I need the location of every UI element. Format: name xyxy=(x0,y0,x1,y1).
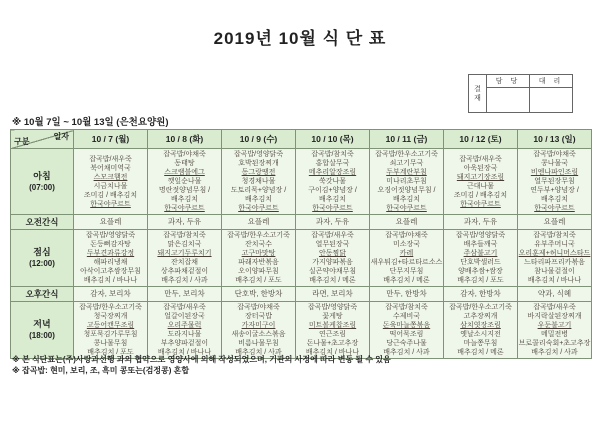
meal-cell xyxy=(518,215,592,230)
menu-item: 배추김치 xyxy=(392,196,421,203)
meal-cell xyxy=(296,215,370,230)
menu-item: 옛날소시지전 xyxy=(460,331,501,338)
menu-item: 메밀전병 xyxy=(540,331,569,338)
menu-item: 과자, 두유 xyxy=(315,217,350,226)
menu-item: 잡곡밥/참치죽 xyxy=(311,151,354,158)
meal-cell xyxy=(296,230,370,287)
meal-cell xyxy=(444,149,518,215)
menu-item: 북어채미역국 xyxy=(90,164,131,172)
menu-item: 요플레 xyxy=(395,217,418,226)
menu-item: 배추김치 / 사과 xyxy=(383,349,430,356)
menu-item: 배추김치 / 메론 xyxy=(457,349,504,356)
meal-cell xyxy=(222,149,296,215)
meal-cell xyxy=(370,215,444,230)
menu-item: 배추김치 / 바나나 xyxy=(527,277,582,284)
menu-item: 배추김치 / 포도 xyxy=(235,277,282,284)
menu-item: 잡곡밥/야채죽 xyxy=(385,232,428,239)
menu-item: 브로콜리숙회+초고추장 xyxy=(518,340,591,347)
menu-item: 감자, 보리차 xyxy=(90,289,131,298)
menu-item: 가지양파볶음 xyxy=(312,259,353,266)
menu-item: 고추장찌개 xyxy=(463,313,498,320)
menu-item: 배추김치 / 포도 xyxy=(87,349,134,356)
approval-col-damdang: 담 당 xyxy=(487,75,530,88)
meal-row-header: 오후간식 xyxy=(11,287,74,302)
menu-item: 한국야쿠르트 xyxy=(460,200,501,208)
menu-item: 상추파채겉절이 xyxy=(160,268,209,275)
menu-item: 잡곡밥/참치죽 xyxy=(533,232,576,239)
menu-item: 도라지나물 xyxy=(167,331,202,338)
menu-item: 라면, 보리차 xyxy=(312,289,353,298)
meal-row-header: 점심 (12:00) xyxy=(11,230,74,287)
menu-item: 잡곡밥/새우죽 xyxy=(311,232,354,239)
menu-item: 오리주물럭 xyxy=(167,322,202,329)
menu-item: 과자, 두유 xyxy=(167,217,202,226)
meal-cell xyxy=(222,287,296,302)
menu-item: 깻잎순나물 xyxy=(167,178,202,185)
menu-item: 잡곡밥/새우죽 xyxy=(163,304,206,311)
menu-item: 맑은김치국 xyxy=(167,241,202,248)
menu-item: 당근숙주나물 xyxy=(386,340,427,347)
menu-item: 스크램블에그 xyxy=(164,169,205,176)
meal-cell xyxy=(148,215,222,230)
menu-item: 잡곡밥/영양닭죽 xyxy=(307,304,358,311)
menu-item: 배추김치 xyxy=(170,196,199,203)
meal-cell xyxy=(296,287,370,302)
menu-item: 느타리파프리카볶음 xyxy=(524,259,585,266)
menu-item: 잡곡밥/한우소고기죽 xyxy=(227,232,290,239)
menu-item: 배추김치 xyxy=(318,196,347,203)
menu-item: 홍합살무국 xyxy=(315,160,350,167)
menu-item: 유부주머니국 xyxy=(534,241,575,248)
meal-cell xyxy=(444,287,518,302)
day-header: 10 / 8 (화) xyxy=(148,130,222,149)
menu-item: 삼치엿장조림 xyxy=(460,322,501,329)
menu-item: 만두, 보리차 xyxy=(164,289,205,298)
menu-item: 해파리냉채 xyxy=(93,259,128,266)
menu-item: 아삭이고추쌈장무침 xyxy=(80,268,141,275)
meal-cell xyxy=(222,302,296,359)
menu-item: 조미김 / 배추김치 xyxy=(83,191,138,199)
menu-item: 쇠고기무국 xyxy=(389,160,424,167)
menu-item: 두부계란부침 xyxy=(386,169,427,176)
meal-row-header: 오전간식 xyxy=(11,215,74,230)
menu-item: 미나리초무침 xyxy=(386,178,427,185)
menu-item: 한국야쿠르트 xyxy=(534,205,575,212)
menu-item: 호박된장찌개 xyxy=(238,160,279,167)
menu-item: 아욱된장국 xyxy=(463,164,498,172)
meal-cell xyxy=(296,149,370,215)
meal-cell xyxy=(518,149,592,215)
menu-item: 연두부+양념장 / xyxy=(530,187,579,194)
page-title: 2019년 10월 식 단 표 xyxy=(213,29,387,48)
menu-item: 배추김치 / 사과 xyxy=(235,349,282,356)
meal-cell xyxy=(74,149,148,215)
approval-signature-cell xyxy=(487,88,530,113)
menu-item: 요플레 xyxy=(543,217,566,226)
menu-item: 만두, 한방차 xyxy=(386,289,427,298)
menu-item: 마늘쫑무침 xyxy=(463,340,498,347)
menu-item: 잡곡밥/새우죽 xyxy=(89,155,132,163)
menu-item: 쑥갓나물 xyxy=(318,178,347,185)
meal-cell xyxy=(74,230,148,287)
menu-item: 돈육마늘쫑볶음 xyxy=(382,322,431,329)
meal-cell xyxy=(444,230,518,287)
menu-item: 조미김 / 배추김치 xyxy=(453,191,508,199)
menu-item: 한국야쿠르트 xyxy=(312,205,353,212)
menu-item: 콩나물무침 xyxy=(93,340,128,347)
menu-item: 부추양파겉절이 xyxy=(160,340,209,347)
menu-item: 배추들깨국 xyxy=(463,241,498,248)
menu-item: 배추김치 / 포도 xyxy=(457,277,504,284)
menu-item: 열무된장국 xyxy=(315,241,350,248)
menu-item: 명란젓양념무침 / xyxy=(158,187,211,194)
menu-item: 꽃게탕 xyxy=(322,313,343,320)
menu-item: 잡곡밥/영양닭죽 xyxy=(85,232,136,239)
menu-item: 돈나물+초고추장 xyxy=(306,340,359,347)
menu-item: 감자, 한방차 xyxy=(460,289,501,298)
approval-stamp-label: 결재 xyxy=(469,75,487,113)
menu-item: 비름나물무침 xyxy=(238,340,279,347)
menu-item: 미트볼케찹조림 xyxy=(308,322,357,329)
menu-item: 우둔불고기 xyxy=(537,322,572,329)
meal-cell xyxy=(148,302,222,359)
menu-item: 과자, 두유 xyxy=(463,217,498,226)
meal-cell xyxy=(444,215,518,230)
day-header: 10 / 9 (수) xyxy=(222,130,296,149)
meal-cell xyxy=(370,287,444,302)
meal-cell xyxy=(518,302,592,359)
menu-item: 청국장찌개 xyxy=(93,313,128,320)
menu-item: 청경채나물 xyxy=(241,178,276,185)
meal-cell xyxy=(148,149,222,215)
menu-item: 요플레 xyxy=(99,217,122,226)
meal-cell xyxy=(370,230,444,287)
menu-item: 연근조림 xyxy=(318,331,347,338)
approval-box xyxy=(468,74,573,113)
day-header: 10 / 7 (월) xyxy=(74,130,148,149)
corner-cell xyxy=(11,130,74,149)
menu-item: 잡곡밥/영양닭죽 xyxy=(233,151,284,158)
menu-item: 메추리알장조림 xyxy=(308,169,357,176)
meal-cell xyxy=(222,215,296,230)
day-header: 10 / 10 (목) xyxy=(296,130,370,149)
menu-item: 콩나물국 xyxy=(540,160,569,167)
menu-item: 장터국밥 xyxy=(244,313,273,320)
menu-item: 새송이굴소스볶음 xyxy=(231,331,286,338)
meal-cell xyxy=(296,302,370,359)
menu-item: 잡곡밥/야채죽 xyxy=(533,151,576,158)
menu-item: 동태탕 xyxy=(174,160,195,167)
menu-item: 약과, 식혜 xyxy=(537,289,572,298)
menu-item: 잡곡밥/야채죽 xyxy=(237,304,280,311)
menu-item: 수제비국 xyxy=(392,313,421,320)
menu-item: 얼갈이된장국 xyxy=(164,313,205,320)
menu-item: 참나물겉절이 xyxy=(534,268,575,275)
menu-item: 잡곡밥/야채죽 xyxy=(163,151,206,158)
menu-item: 근대나물 xyxy=(466,182,495,190)
menu-item: 잡곡밥/영양닭죽 xyxy=(455,232,506,239)
meal-cell xyxy=(518,230,592,287)
menu-item: 잡곡밥/한우소고기죽 xyxy=(375,151,438,158)
menu-item: 돼지고기두루치기 xyxy=(157,250,212,257)
corner-top-label: 일자 xyxy=(53,132,69,141)
menu-item: 청포묵김가루무침 xyxy=(83,331,138,338)
menu-item: 배추김치 / 메론 xyxy=(309,277,356,284)
menu-item: 단호박, 한방차 xyxy=(234,289,283,298)
approval-col-daeri: 대 리 xyxy=(530,75,573,88)
menu-item: 시금치나물 xyxy=(93,182,128,190)
meal-cell xyxy=(148,230,222,287)
menu-item: 고구마맛탕 xyxy=(241,250,276,257)
menu-item: 안동찜닭 xyxy=(318,250,347,257)
day-header: 10 / 12 (토) xyxy=(444,130,518,149)
footer-note: ※ 잡곡밥: 현미, 보리, 조, 흑미 콩또는(검정콩) 혼합 xyxy=(12,365,190,375)
meal-row-header: 아침 (07:00) xyxy=(11,149,74,215)
menu-item: 열무된장무침 xyxy=(534,178,575,185)
menu-item: 잡곡밥/한우소고기죽 xyxy=(79,304,142,311)
meal-cell xyxy=(444,302,518,359)
meal-row-header: 저녁 (18:00) xyxy=(11,302,74,359)
menu-item: 오이양파무침 xyxy=(238,268,279,275)
menu-item: 한국야쿠르트 xyxy=(90,200,131,208)
menu-item: 배추김치 / 사과 xyxy=(531,349,578,356)
meal-table xyxy=(10,129,592,359)
menu-item: 잡곡밥/새우죽 xyxy=(459,155,502,163)
footer-notes xyxy=(12,355,391,376)
menu-item: 돈등뼈감자탕 xyxy=(90,241,131,248)
menu-item: 돼지고기장조림 xyxy=(456,173,505,181)
menu-item: 배추김치 xyxy=(540,196,569,203)
menu-item: 파래자반볶음 xyxy=(238,259,279,266)
meal-cell xyxy=(370,149,444,215)
menu-item: 잡곡밥/한우소고기죽 xyxy=(449,304,512,311)
menu-item: 배추김치 / 바나나 xyxy=(83,277,138,284)
menu-item: 잔치국수 xyxy=(244,241,273,248)
week-range-label: ※ 10월 7일 ~ 10월 13일 (은천요양원) xyxy=(12,117,169,128)
menu-item: 잡곡밥/참치죽 xyxy=(385,304,428,311)
menu-item: 카레 xyxy=(399,250,414,257)
menu-item: 바지락살된장찌개 xyxy=(527,313,582,320)
menu-item: 동그랑땡전 xyxy=(241,169,276,176)
menu-item: 양배추쌈+쌈장 xyxy=(458,268,503,275)
menu-item: 잔치잡채 xyxy=(170,259,199,266)
day-header: 10 / 11 (금) xyxy=(370,130,444,149)
menu-item: 두부견과류강정 xyxy=(86,250,135,257)
menu-item: 가자미구이 xyxy=(241,322,276,329)
menu-item: 구이김+양념장 / xyxy=(308,187,357,194)
menu-item: 실곤약야채무침 xyxy=(308,268,357,275)
menu-item: 단호박샐러드 xyxy=(460,259,501,266)
menu-item: 오징어젓양념무침 / xyxy=(377,187,436,194)
menu-item: 도토리묵+양념장 / xyxy=(230,187,287,194)
menu-item: 배추김치 / 바나나 xyxy=(305,349,360,356)
menu-item: 잡곡밥/참치죽 xyxy=(163,232,206,239)
meal-cell xyxy=(222,230,296,287)
menu-item: 배추김치 / 메론 xyxy=(383,277,430,284)
menu-item: 주삼불고기 xyxy=(463,250,498,257)
meal-cell xyxy=(370,302,444,359)
footer-note: ※ 본 식단표는(주)사랑과선행 과의 협약으로 영양사에 의해 작성되었으며, 기관의 사정에 따라 변동 될 수 있음 xyxy=(12,355,391,364)
menu-item: 미소장국 xyxy=(392,241,421,248)
meal-cell xyxy=(74,287,148,302)
menu-item: 비엔나파인조림 xyxy=(530,169,579,176)
approval-signature-cell xyxy=(530,88,573,113)
menu-item: 배추김치 / 바나나 xyxy=(157,349,212,356)
day-header: 10 / 13 (일) xyxy=(518,130,592,149)
menu-item: 배추김치 xyxy=(244,196,273,203)
menu-item: 배추김치 / 사과 xyxy=(161,277,208,284)
menu-item: 한국야쿠르트 xyxy=(238,205,279,212)
meal-cell xyxy=(148,287,222,302)
menu-item: 잡곡밥/새우죽 xyxy=(533,304,576,311)
menu-item: 스모크햄전 xyxy=(93,173,128,181)
menu-item: 한국야쿠르트 xyxy=(164,205,205,212)
meal-cell xyxy=(74,215,148,230)
meal-cell xyxy=(518,287,592,302)
menu-item: 고등어캔무조림 xyxy=(86,322,135,329)
menu-item: 단무지무침 xyxy=(389,268,424,275)
meal-cell xyxy=(74,302,148,359)
menu-item: 한국야쿠르트 xyxy=(386,205,427,212)
corner-bottom-label: 구분 xyxy=(14,137,30,146)
menu-item: 떡어묵조림 xyxy=(389,331,424,338)
menu-item: 오리훈제+허니머스타드 xyxy=(518,250,591,257)
menu-item: 요플레 xyxy=(247,217,270,226)
menu-item: 새우튀김+타르타르소스 xyxy=(370,259,443,266)
